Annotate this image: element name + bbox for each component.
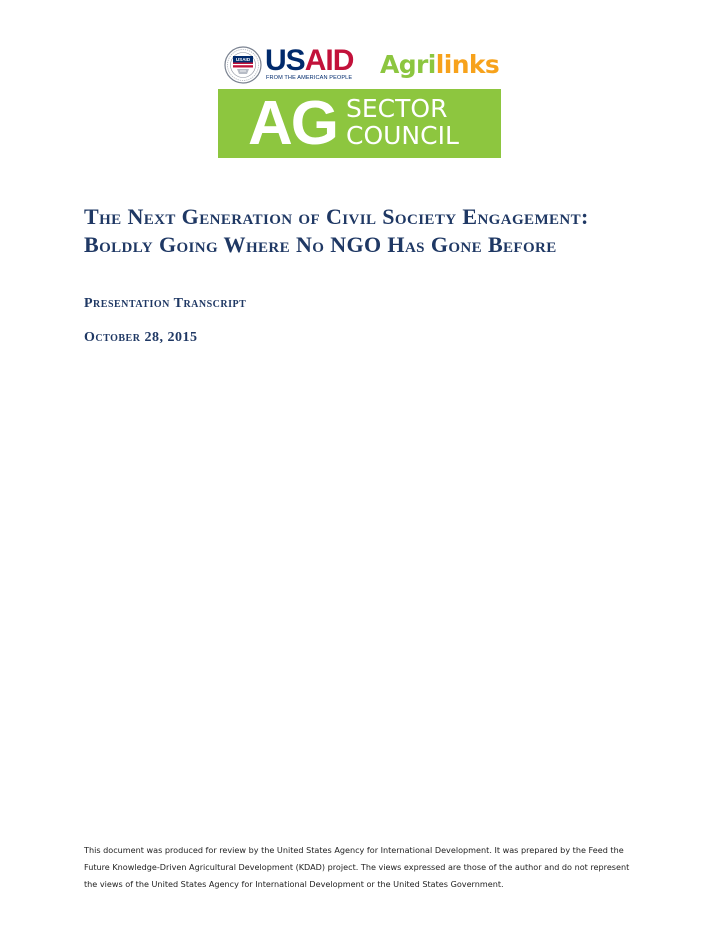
document-subtitle: Presentation Transcript	[84, 296, 247, 311]
document-title: The Next Generation of Civil Society Engagement: Boldly Going Where No NGO Has Gone Before	[84, 204, 589, 257]
usaid-word-aid: AID	[304, 44, 354, 77]
disclaimer-text: This document was produced for review by the United States Agency for International Development. It was prepared by the Feed the Future Knowledge-Driven Agricultural Development (KDAD) project. The views expressed are those of the author and do not represent the views of the United States Agency for International Development or the United States Government.	[84, 845, 630, 889]
agrilinks-logo	[380, 50, 499, 80]
agrilinks-logo-part1: Agri	[380, 50, 436, 79]
usaid-wordmark	[265, 46, 353, 76]
ag-sector-council-logo	[218, 89, 501, 158]
usaid-word-us: US	[265, 44, 305, 77]
agrilinks-logo-part2: links	[435, 50, 500, 79]
usaid-seal-icon	[224, 46, 262, 84]
usaid-seal-label: USAID	[235, 57, 251, 63]
usaid-tagline: FROM THE AMERICAN PEOPLE	[266, 75, 353, 81]
ag-sector-council-sector: SECTOR	[346, 94, 448, 123]
ag-sector-council-council: COUNCIL	[346, 121, 459, 150]
document-date: October 28, 2015	[84, 330, 198, 345]
ag-sector-council-ag: AG	[248, 89, 337, 158]
usaid-logo	[224, 44, 354, 86]
